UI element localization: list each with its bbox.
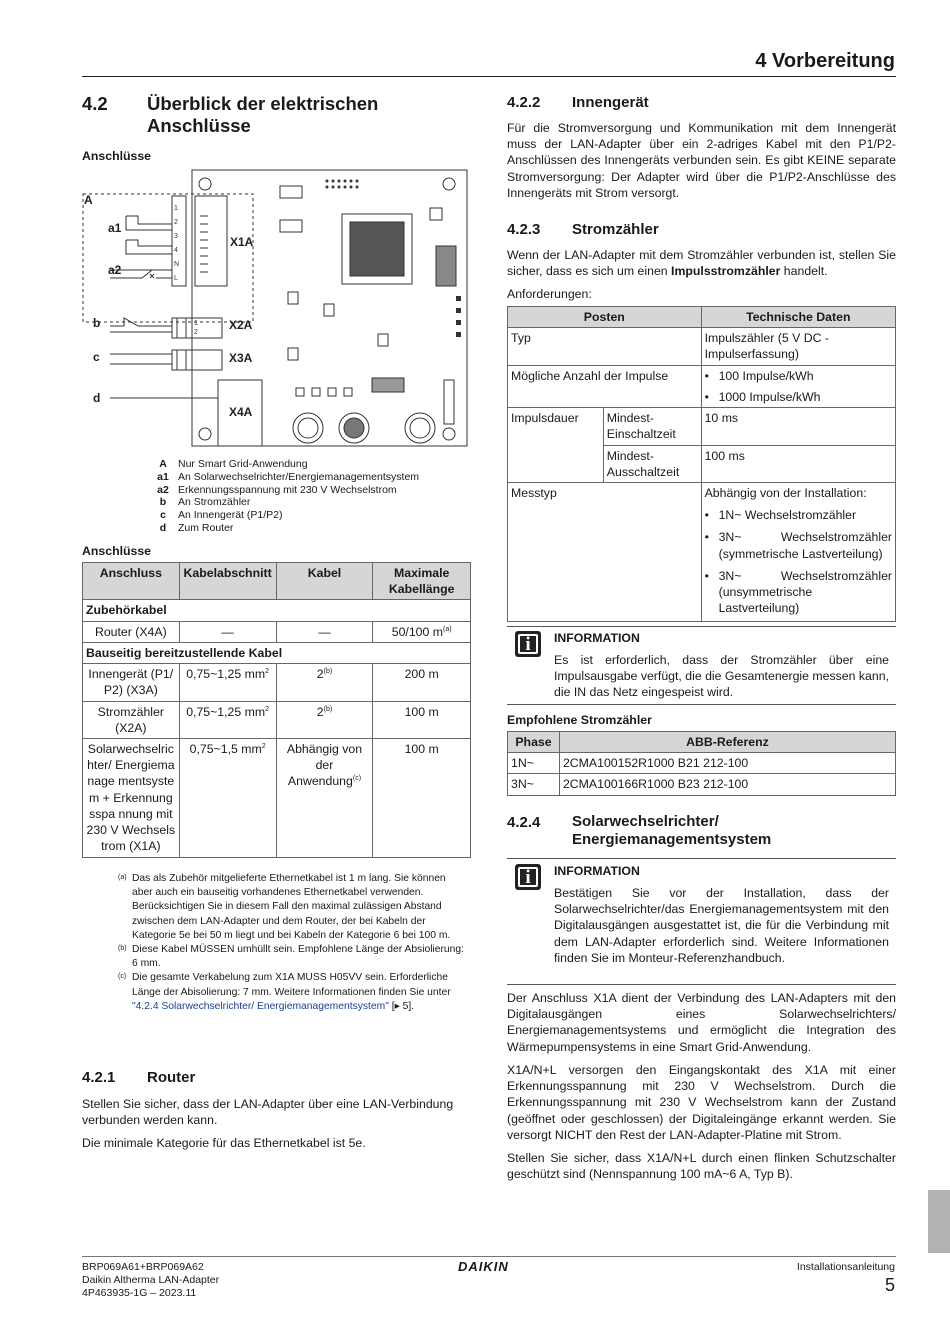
footer-model: BRP069A61+BRP069A62 <box>82 1261 204 1273</box>
pin-n-label: N <box>174 261 180 268</box>
table-row <box>508 365 896 407</box>
list-text: 3N~ Wechselstromzähler (symmetrische Lastverteilung) <box>718 530 892 561</box>
label-A: A <box>84 193 93 207</box>
x2a-pin-1-label: 1 <box>194 320 198 327</box>
section-4-2-2-number: 4.2.2 <box>507 94 541 111</box>
cell: 100 ms <box>701 445 895 482</box>
footnote-text: Das als Zubehör mitgelieferte Ethernetkabel ist 1 m lang. Sie können aber auch ein bauseitig vorhandenes Ethernetkabel verwenden. Berücksichtigen Sie in diesem Fall den maximal zulässigen Abstand zwischen dem LAN-Adapter und dem Router, der bei Kabeln der Kategorie 5e bei 50 m liegt und bei Kabeln der Kategorie 6 bei 100 m. <box>132 873 451 941</box>
list-item: • 1000 Impulse/kWh <box>704 389 821 404</box>
cell: — <box>276 621 373 642</box>
info-rule-bottom <box>507 704 896 705</box>
pin-2-label: 2 <box>174 219 178 226</box>
table-row <box>508 482 896 621</box>
paragraph: Stellen Sie sicher, dass X1A/N+L durch einen flinken Schutzschalter geschützt sind (Nennspannung 100 mA~6 A, Typ B). <box>507 1150 896 1182</box>
text: handelt. <box>780 264 828 279</box>
footnote-c <box>118 971 468 1014</box>
cell: 2CMA100166R1000 B23 212-100 <box>559 774 895 795</box>
section-4-2-4-title-line2: Energiemanagementsystem <box>572 831 772 849</box>
table-header-row <box>83 563 471 600</box>
col-header: Kabel <box>276 563 373 600</box>
col-header: Maximale Kabellänge <box>373 563 471 600</box>
footer-docnum: 4P463935-1G – 2023.11 <box>82 1287 197 1300</box>
section-4-2-3-title: Stromzähler <box>572 221 659 238</box>
footer-doctype: Installationsanleitung <box>796 1261 895 1273</box>
cell <box>179 664 276 701</box>
footnotes <box>118 872 468 1014</box>
table-row <box>508 774 896 795</box>
footnote-text: Diese Kabel MÜSSEN umhüllt sein. Empfohlene Länge der Absiolierung: 6 mm. <box>132 944 464 970</box>
list-text: 1N~ Wechselstromzähler <box>718 508 857 523</box>
information-icon: i <box>515 631 541 657</box>
section-4-2-3-number: 4.2.3 <box>507 221 541 238</box>
cell: Impulszähler (5 V DC - Impulserfassung) <box>701 328 895 365</box>
cell: Impulsdauer <box>508 408 604 483</box>
cell <box>276 664 373 701</box>
section-4-2-4-title <box>572 813 771 850</box>
footnote-mark: (b) <box>118 945 127 953</box>
section-4-2-title-line2: Anschlüsse <box>147 115 251 137</box>
information-icon: i <box>515 864 541 890</box>
cell: 100 m <box>373 701 471 738</box>
cell <box>701 365 895 407</box>
cross-reference-link[interactable]: "4.2.4 Solarwechselrichter/ Energiemanagementsystem" <box>132 1000 389 1012</box>
col-header: Posten <box>508 307 702 328</box>
cell <box>373 621 471 642</box>
section-4-2-2-body: Für die Stromversorgung und Kommunikation mit dem Innengerät muss der LAN-Adapter über ein 2-adriges Kabel mit den P1/P2-Anschlüssen des Innengeräts verbunden sein. Es gibt KEINE separate Stromversorgung: Der Adapter wird über die P1/P2-Anschlüsse des Innengeräts mit Strom versorgt. <box>507 121 896 200</box>
label-x4a: X4A <box>229 405 253 419</box>
label-x2a: X2A <box>229 318 253 332</box>
recommended-meters-table <box>507 731 896 796</box>
legend-text: Nur Smart Grid-Anwendung <box>178 458 308 470</box>
legend-row <box>148 458 419 471</box>
legend-key: b <box>159 496 167 509</box>
col-header: Technische Daten <box>701 307 895 328</box>
paragraph: Der Anschluss X1A dient der Verbindung des LAN-Adapters mit den Digitalausgängen eines Solarwechselrichters/ Energiemanagementsystems und ermöglicht die Integration des Wärmepumpensystems in eine Smart Grid-Anwendung. <box>507 991 896 1054</box>
cell: Mindest-Ausschaltzeit <box>603 445 701 482</box>
chapter-title: 4 Vorbereitung <box>755 50 895 72</box>
legend-key: A <box>159 458 167 470</box>
list-text: 100 Impulse/kWh <box>718 368 814 383</box>
group-label: Bauseitig bereitzustellende Kabel <box>83 642 471 663</box>
col-header: Anschluss <box>83 563 180 600</box>
label-x3a: X3A <box>229 351 253 365</box>
list-text: 1000 Impulse/kWh <box>718 389 821 404</box>
page-reference[interactable]: [▸ 5]. <box>391 1000 415 1012</box>
cell: — <box>179 621 276 642</box>
table-row <box>508 328 896 365</box>
label-a1: a1 <box>108 221 122 235</box>
cell: Mögliche Anzahl der Impulse <box>508 365 702 407</box>
cell-text: 0,75~1,25 mm <box>186 667 266 682</box>
legend-row <box>148 509 419 522</box>
footnote-text: Die gesamte Verkabelung zum X1A MUSS H05VV sein. Erforderliche Länge der Abisolierung: 7 mm. Weitere Informationen finden Sie unter <box>132 972 451 998</box>
footnote-a <box>118 872 468 943</box>
cell <box>701 482 895 621</box>
cell-text: 2 <box>316 667 324 682</box>
cell: 1N~ <box>508 753 560 774</box>
col-header: ABB-Referenz <box>559 732 895 753</box>
footer-rule <box>82 1256 896 1257</box>
cell: Innengerät (P1/ P2) (X3A) <box>83 664 180 701</box>
legend-row <box>148 484 419 497</box>
label-b: b <box>93 316 101 330</box>
paragraph: X1A/N+L versorgen den Eingangskontakt des X1A mit einer Erkennungsspannung mit 230 V Wechselstrom. Durch die Erkennungsspannung mit 230 V Wechselstrom kann der Zustand (geöffnet oder geschlossen) der Digitaleingänge erkannt werden. Sie versorgt NICHT den Rest der LAN-Adapter-Platine mit Strom. <box>507 1062 896 1142</box>
list-item: • 100 Impulse/kWh <box>704 368 814 383</box>
page-number: 5 <box>884 1275 895 1295</box>
cell: Typ <box>508 328 702 365</box>
legend-text: An Stromzähler <box>178 496 251 509</box>
cell-text: 0,75~1,25 mm <box>186 704 266 719</box>
table-row <box>508 753 896 774</box>
cell: Mindest-Einschaltzeit <box>603 408 701 445</box>
section-4-2-title-line1: Überblick der elektrischen <box>147 93 379 114</box>
table-row <box>508 408 896 445</box>
footer-left <box>82 1261 219 1300</box>
footer-product: Daikin Altherma LAN-Adapter <box>82 1274 220 1287</box>
label-a2: a2 <box>108 263 122 277</box>
info-rule-bottom <box>507 984 896 985</box>
recommended-meters-caption: Empfohlene Stromzähler <box>507 713 652 727</box>
list-item: • 1N~ Wechselstromzähler <box>705 507 892 523</box>
cell: Router (X4A) <box>83 621 180 642</box>
superscript: 2 <box>265 705 270 713</box>
legend-text: Zum Router <box>178 521 234 534</box>
text: Wenn der LAN-Adapter mit dem Stromzähler verbunden ist, stellen Sie sicher, dass es sich um einen <box>507 248 896 279</box>
section-4-2-1-body <box>82 1096 472 1152</box>
cell-text: Abhängig von der Anwendung <box>286 741 363 789</box>
footnote-b <box>118 943 468 971</box>
paragraph: Die minimale Kategorie für das Ethernetkabel ist 5e. <box>82 1136 366 1151</box>
legend-text: An Solarwechselrichter/Energiemanagementsystem <box>178 470 420 483</box>
footnote-ref: (b) <box>323 668 333 675</box>
cable-table-caption: Anschlüsse <box>82 544 152 558</box>
info-text: Es ist erforderlich, dass der Stromzähler über eine Impulsausgabe verfügt, die die Gesamtenergie messen kann, die IN das Netz eingespeist wird. <box>554 653 889 700</box>
x2a-pin-2-label: 2 <box>194 329 198 336</box>
cell-text: 50/100 m <box>391 624 444 639</box>
pin-l-label: L <box>174 275 178 282</box>
section-4-2-3-intro <box>507 247 896 279</box>
footnote-ref: (b) <box>323 705 333 713</box>
label-x1a: X1A <box>230 235 254 249</box>
superscript: 2 <box>265 668 270 675</box>
cell: 10 ms <box>701 408 895 445</box>
info-title: INFORMATION <box>554 631 640 645</box>
cell <box>179 701 276 738</box>
list-item: • 3N~ Wechselstromzähler (unsymmetrische Lastverteilung) <box>704 568 892 616</box>
chapter-thumb-tab <box>928 1190 950 1253</box>
header-rule <box>82 76 896 77</box>
cell: 100 m <box>373 738 471 857</box>
cell: Solarwechselric hter/ Energiemanage mentsystem + Erkennungsspa nnung mit 230 V Wechsels trom (X1A) <box>83 738 180 857</box>
legend-key: a1 <box>157 470 169 483</box>
legend-text: Erkennungsspannung mit 230 V Wechselstrom <box>178 483 397 496</box>
footnote-ref: (a) <box>443 625 452 633</box>
section-4-2-2-title: Innengerät <box>572 94 649 111</box>
table-group-row <box>83 642 471 663</box>
legend-row <box>148 496 419 509</box>
cell-text: Abhängig von der Installation: <box>704 485 867 500</box>
legend-text: An Innengerät (P1/P2) <box>178 509 283 522</box>
section-4-2-1-title: Router <box>147 1069 196 1086</box>
table-group-row <box>83 600 471 621</box>
legend-key: d <box>159 521 167 534</box>
list-text: 3N~ Wechselstromzähler (unsymmetrische Lastverteilung) <box>718 568 892 616</box>
connection-diagram <box>80 166 472 452</box>
legend-key: a2 <box>157 483 169 496</box>
requirements-label: Anforderungen: <box>507 287 592 301</box>
pin-3-label: 3 <box>174 233 178 240</box>
info-rule-top <box>507 626 896 627</box>
section-4-2-4-number: 4.2.4 <box>507 814 541 831</box>
cable-table <box>82 562 471 858</box>
cell: Messtyp <box>508 482 702 621</box>
paragraph: Stellen Sie sicher, dass der LAN-Adapter über eine LAN-Verbindung verbunden werden kann. <box>82 1097 454 1128</box>
col-header: Kabelabschnitt <box>179 563 276 600</box>
table-row <box>83 664 471 701</box>
label-c: c <box>93 350 100 364</box>
diagram-caption: Anschlüsse <box>82 149 152 163</box>
diagram-legend <box>148 458 419 535</box>
footnote-mark: (c) <box>118 973 127 981</box>
section-4-2-number: 4.2 <box>82 93 108 114</box>
cell <box>276 701 373 738</box>
legend-row <box>148 471 419 484</box>
emphasis: Impulsstromzähler <box>671 264 781 279</box>
table-header-row <box>508 732 896 753</box>
cell <box>276 738 373 857</box>
table-header-row <box>508 307 896 328</box>
cell: 2CMA100152R1000 B21 212-100 <box>559 753 895 774</box>
table-row <box>83 738 471 857</box>
info-text: Bestätigen Sie vor der Installation, dass der Solarwechselrichter/das Energiemanagementsystem mit den Digitalausgängen ausgestattet ist, die für die Verbindung mit dem LAN-Adapter erforderlich sind. Weitere Informationen finden Sie im Monteur-Referenzhandbuch. <box>554 886 889 965</box>
pin-1-label: 1 <box>174 205 178 212</box>
footnote-mark: (a) <box>118 874 127 881</box>
cell-text: 2 <box>316 704 324 719</box>
table-row <box>83 701 471 738</box>
footnote-ref: (c) <box>352 775 362 783</box>
superscript: 2 <box>261 742 266 750</box>
cell <box>179 738 276 857</box>
list-item: • 3N~ Wechselstromzähler (symmetrische Lastverteilung) <box>704 530 892 561</box>
col-header: Phase <box>508 732 560 753</box>
daikin-logo: DAIKIN <box>458 1259 509 1274</box>
cell: 3N~ <box>508 774 560 795</box>
table-row <box>83 621 471 642</box>
cell: Stromzähler (X2A) <box>83 701 180 738</box>
info-title: INFORMATION <box>554 864 640 878</box>
meter-requirements-table <box>507 306 896 622</box>
section-4-2-4-body <box>507 990 896 1182</box>
info-rule-top <box>507 858 896 859</box>
label-d: d <box>93 391 101 405</box>
pin-4-label: 4 <box>174 247 178 254</box>
group-label: Zubehörkabel <box>83 600 471 621</box>
legend-row <box>148 522 419 535</box>
cell: 200 m <box>373 664 471 701</box>
section-4-2-1-number: 4.2.1 <box>82 1069 116 1086</box>
section-4-2-4-title-line1: Solarwechselrichter/ <box>572 813 719 830</box>
cell-text: 0,75~1,5 mm <box>189 741 262 756</box>
section-4-2-title <box>147 93 378 137</box>
legend-key: c <box>160 509 166 522</box>
